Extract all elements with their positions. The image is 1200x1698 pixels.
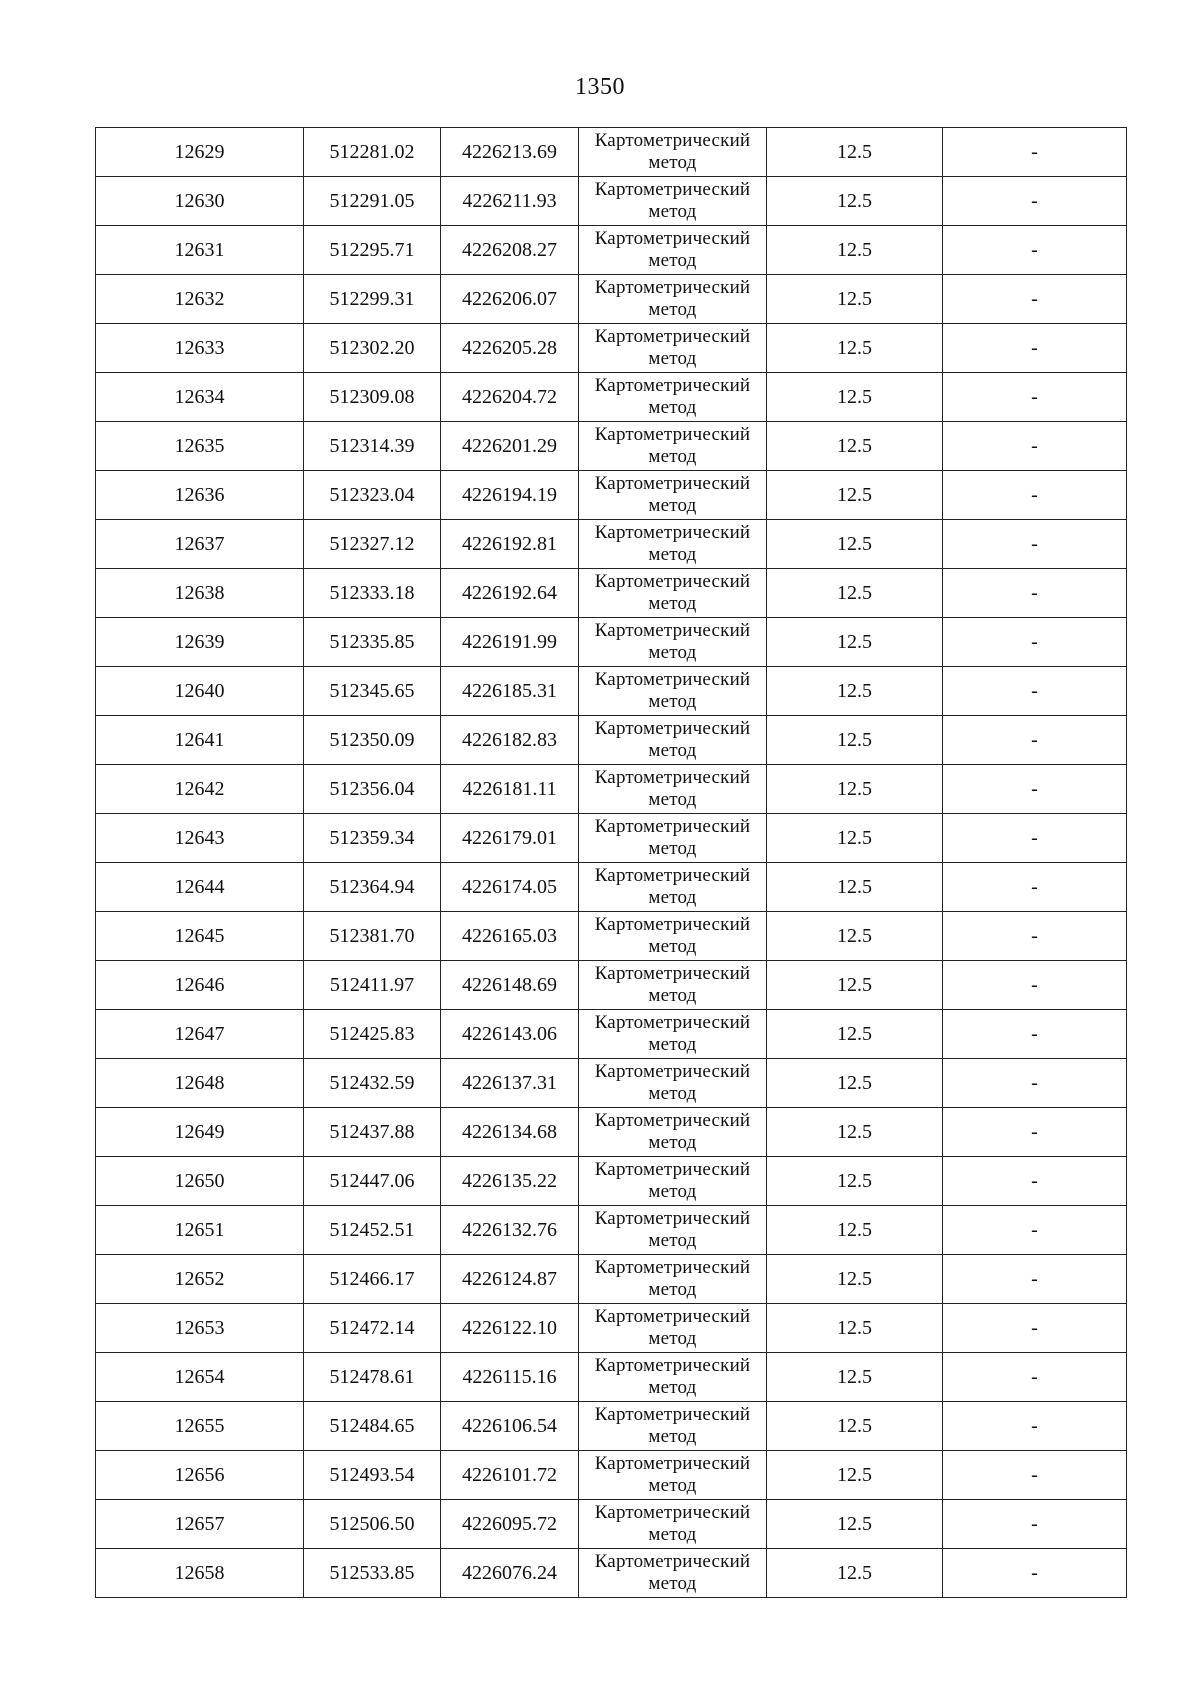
method-line-1: Картометрический bbox=[594, 1355, 751, 1376]
method-cell bbox=[579, 1304, 767, 1353]
accuracy-cell: 12.5 bbox=[767, 373, 943, 422]
note-cell: - bbox=[943, 1353, 1127, 1402]
method-line-2: метод bbox=[648, 691, 697, 712]
method-cell bbox=[579, 618, 767, 667]
method-cell bbox=[579, 667, 767, 716]
note-cell: - bbox=[943, 1402, 1127, 1451]
table-row bbox=[96, 961, 1127, 1010]
note-cell: - bbox=[943, 1157, 1127, 1206]
x-coordinate-cell: 512327.12 bbox=[304, 520, 441, 569]
method-line-2: метод bbox=[648, 1279, 697, 1300]
point-number-cell: 12645 bbox=[96, 912, 304, 961]
note-cell: - bbox=[943, 618, 1127, 667]
y-coordinate-cell: 4226122.10 bbox=[441, 1304, 579, 1353]
x-coordinate-cell: 512323.04 bbox=[304, 471, 441, 520]
method-line-2: метод bbox=[648, 1034, 697, 1055]
accuracy-cell: 12.5 bbox=[767, 912, 943, 961]
x-coordinate-cell: 512302.20 bbox=[304, 324, 441, 373]
table-row bbox=[96, 1304, 1127, 1353]
note-cell: - bbox=[943, 961, 1127, 1010]
note-cell: - bbox=[943, 716, 1127, 765]
note-cell: - bbox=[943, 471, 1127, 520]
method-line-2: метод bbox=[648, 1328, 697, 1349]
method-line-2: метод bbox=[648, 348, 697, 369]
accuracy-cell: 12.5 bbox=[767, 1059, 943, 1108]
method-cell bbox=[579, 1108, 767, 1157]
method-line-2: метод bbox=[648, 1573, 697, 1594]
method-line-2: метод bbox=[648, 201, 697, 222]
method-line-2: метод bbox=[648, 936, 697, 957]
y-coordinate-cell: 4226185.31 bbox=[441, 667, 579, 716]
method-cell bbox=[579, 1451, 767, 1500]
point-number-cell: 12639 bbox=[96, 618, 304, 667]
table-row bbox=[96, 422, 1127, 471]
note-cell: - bbox=[943, 128, 1127, 177]
note-cell: - bbox=[943, 1010, 1127, 1059]
y-coordinate-cell: 4226194.19 bbox=[441, 471, 579, 520]
method-line-2: метод bbox=[648, 1181, 697, 1202]
table-row bbox=[96, 1500, 1127, 1549]
note-cell: - bbox=[943, 324, 1127, 373]
note-cell: - bbox=[943, 1059, 1127, 1108]
point-number-cell: 12656 bbox=[96, 1451, 304, 1500]
note-cell: - bbox=[943, 1304, 1127, 1353]
method-cell bbox=[579, 814, 767, 863]
method-cell bbox=[579, 128, 767, 177]
x-coordinate-cell: 512335.85 bbox=[304, 618, 441, 667]
x-coordinate-cell: 512432.59 bbox=[304, 1059, 441, 1108]
method-line-2: метод bbox=[648, 1426, 697, 1447]
accuracy-cell: 12.5 bbox=[767, 275, 943, 324]
y-coordinate-cell: 4226206.07 bbox=[441, 275, 579, 324]
method-cell bbox=[579, 765, 767, 814]
method-line-2: метод bbox=[648, 152, 697, 173]
method-line-1: Картометрический bbox=[594, 718, 751, 739]
x-coordinate-cell: 512493.54 bbox=[304, 1451, 441, 1500]
method-line-2: метод bbox=[648, 1524, 697, 1545]
accuracy-cell: 12.5 bbox=[767, 1549, 943, 1598]
y-coordinate-cell: 4226181.11 bbox=[441, 765, 579, 814]
y-coordinate-cell: 4226115.16 bbox=[441, 1353, 579, 1402]
point-number-cell: 12633 bbox=[96, 324, 304, 373]
table-row bbox=[96, 324, 1127, 373]
table-row bbox=[96, 1402, 1127, 1451]
note-cell: - bbox=[943, 1500, 1127, 1549]
y-coordinate-cell: 4226148.69 bbox=[441, 961, 579, 1010]
method-line-1: Картометрический bbox=[594, 571, 751, 592]
method-cell bbox=[579, 1157, 767, 1206]
point-number-cell: 12646 bbox=[96, 961, 304, 1010]
accuracy-cell: 12.5 bbox=[767, 324, 943, 373]
method-line-1: Картометрический bbox=[594, 179, 751, 200]
method-line-2: метод bbox=[648, 1475, 697, 1496]
method-line-2: метод bbox=[648, 887, 697, 908]
method-line-1: Картометрический bbox=[594, 1012, 751, 1033]
accuracy-cell: 12.5 bbox=[767, 1206, 943, 1255]
x-coordinate-cell: 512437.88 bbox=[304, 1108, 441, 1157]
method-line-1: Картометрический bbox=[594, 473, 751, 494]
note-cell: - bbox=[943, 373, 1127, 422]
method-line-2: метод bbox=[648, 397, 697, 418]
method-cell bbox=[579, 1206, 767, 1255]
accuracy-cell: 12.5 bbox=[767, 1010, 943, 1059]
method-line-2: метод bbox=[648, 299, 697, 320]
table-row bbox=[96, 863, 1127, 912]
method-line-1: Картометрический bbox=[594, 375, 751, 396]
table-row bbox=[96, 1451, 1127, 1500]
method-line-2: метод bbox=[648, 495, 697, 516]
x-coordinate-cell: 512356.04 bbox=[304, 765, 441, 814]
x-coordinate-cell: 512506.50 bbox=[304, 1500, 441, 1549]
table-row bbox=[96, 1059, 1127, 1108]
x-coordinate-cell: 512411.97 bbox=[304, 961, 441, 1010]
y-coordinate-cell: 4226101.72 bbox=[441, 1451, 579, 1500]
point-number-cell: 12649 bbox=[96, 1108, 304, 1157]
point-number-cell: 12641 bbox=[96, 716, 304, 765]
note-cell: - bbox=[943, 912, 1127, 961]
accuracy-cell: 12.5 bbox=[767, 1157, 943, 1206]
note-cell: - bbox=[943, 765, 1127, 814]
method-cell bbox=[579, 569, 767, 618]
y-coordinate-cell: 4226137.31 bbox=[441, 1059, 579, 1108]
method-cell bbox=[579, 1402, 767, 1451]
method-line-1: Картометрический bbox=[594, 1159, 751, 1180]
method-line-2: метод bbox=[648, 446, 697, 467]
method-line-1: Картометрический bbox=[594, 1110, 751, 1131]
table-body bbox=[96, 128, 1127, 1598]
accuracy-cell: 12.5 bbox=[767, 226, 943, 275]
method-line-1: Картометрический bbox=[594, 620, 751, 641]
table-row bbox=[96, 1206, 1127, 1255]
table-row bbox=[96, 1157, 1127, 1206]
method-cell bbox=[579, 912, 767, 961]
y-coordinate-cell: 4226076.24 bbox=[441, 1549, 579, 1598]
table-row bbox=[96, 275, 1127, 324]
method-line-2: метод bbox=[648, 1377, 697, 1398]
point-number-cell: 12658 bbox=[96, 1549, 304, 1598]
note-cell: - bbox=[943, 863, 1127, 912]
note-cell: - bbox=[943, 667, 1127, 716]
accuracy-cell: 12.5 bbox=[767, 520, 943, 569]
method-line-1: Картометрический bbox=[594, 228, 751, 249]
y-coordinate-cell: 4226143.06 bbox=[441, 1010, 579, 1059]
point-number-cell: 12636 bbox=[96, 471, 304, 520]
method-line-2: метод bbox=[648, 544, 697, 565]
x-coordinate-cell: 512299.31 bbox=[304, 275, 441, 324]
y-coordinate-cell: 4226135.22 bbox=[441, 1157, 579, 1206]
y-coordinate-cell: 4226095.72 bbox=[441, 1500, 579, 1549]
x-coordinate-cell: 512295.71 bbox=[304, 226, 441, 275]
method-cell bbox=[579, 422, 767, 471]
note-cell: - bbox=[943, 226, 1127, 275]
note-cell: - bbox=[943, 1108, 1127, 1157]
note-cell: - bbox=[943, 1451, 1127, 1500]
method-line-1: Картометрический bbox=[594, 1404, 751, 1425]
method-line-2: метод bbox=[648, 250, 697, 271]
table-row bbox=[96, 1353, 1127, 1402]
note-cell: - bbox=[943, 275, 1127, 324]
method-line-1: Картометрический bbox=[594, 1453, 751, 1474]
x-coordinate-cell: 512452.51 bbox=[304, 1206, 441, 1255]
point-number-cell: 12648 bbox=[96, 1059, 304, 1108]
accuracy-cell: 12.5 bbox=[767, 1451, 943, 1500]
y-coordinate-cell: 4226165.03 bbox=[441, 912, 579, 961]
note-cell: - bbox=[943, 1549, 1127, 1598]
point-number-cell: 12653 bbox=[96, 1304, 304, 1353]
y-coordinate-cell: 4226213.69 bbox=[441, 128, 579, 177]
table-row bbox=[96, 1255, 1127, 1304]
method-line-1: Картометрический bbox=[594, 1257, 751, 1278]
x-coordinate-cell: 512333.18 bbox=[304, 569, 441, 618]
table-row bbox=[96, 128, 1127, 177]
method-line-2: метод bbox=[648, 838, 697, 859]
x-coordinate-cell: 512484.65 bbox=[304, 1402, 441, 1451]
point-number-cell: 12642 bbox=[96, 765, 304, 814]
table-row bbox=[96, 618, 1127, 667]
accuracy-cell: 12.5 bbox=[767, 128, 943, 177]
method-line-2: метод bbox=[648, 1132, 697, 1153]
method-cell bbox=[579, 520, 767, 569]
x-coordinate-cell: 512350.09 bbox=[304, 716, 441, 765]
method-line-1: Картометрический bbox=[594, 1208, 751, 1229]
point-number-cell: 12630 bbox=[96, 177, 304, 226]
point-number-cell: 12654 bbox=[96, 1353, 304, 1402]
method-line-1: Картометрический bbox=[594, 963, 751, 984]
y-coordinate-cell: 4226201.29 bbox=[441, 422, 579, 471]
method-line-1: Картометрический bbox=[594, 326, 751, 347]
y-coordinate-cell: 4226174.05 bbox=[441, 863, 579, 912]
method-cell bbox=[579, 1549, 767, 1598]
note-cell: - bbox=[943, 422, 1127, 471]
method-line-1: Картометрический bbox=[594, 669, 751, 690]
method-line-1: Картометрический bbox=[594, 914, 751, 935]
point-number-cell: 12650 bbox=[96, 1157, 304, 1206]
table-row bbox=[96, 912, 1127, 961]
y-coordinate-cell: 4226182.83 bbox=[441, 716, 579, 765]
x-coordinate-cell: 512447.06 bbox=[304, 1157, 441, 1206]
table-row bbox=[96, 814, 1127, 863]
point-number-cell: 12643 bbox=[96, 814, 304, 863]
x-coordinate-cell: 512281.02 bbox=[304, 128, 441, 177]
method-line-2: метод bbox=[648, 593, 697, 614]
y-coordinate-cell: 4226192.81 bbox=[441, 520, 579, 569]
method-cell bbox=[579, 1010, 767, 1059]
x-coordinate-cell: 512381.70 bbox=[304, 912, 441, 961]
y-coordinate-cell: 4226208.27 bbox=[441, 226, 579, 275]
x-coordinate-cell: 512533.85 bbox=[304, 1549, 441, 1598]
table-row bbox=[96, 667, 1127, 716]
method-line-1: Картометрический bbox=[594, 277, 751, 298]
point-number-cell: 12635 bbox=[96, 422, 304, 471]
accuracy-cell: 12.5 bbox=[767, 1500, 943, 1549]
accuracy-cell: 12.5 bbox=[767, 814, 943, 863]
method-cell bbox=[579, 471, 767, 520]
y-coordinate-cell: 4226211.93 bbox=[441, 177, 579, 226]
accuracy-cell: 12.5 bbox=[767, 1255, 943, 1304]
x-coordinate-cell: 512314.39 bbox=[304, 422, 441, 471]
x-coordinate-cell: 512466.17 bbox=[304, 1255, 441, 1304]
y-coordinate-cell: 4226124.87 bbox=[441, 1255, 579, 1304]
y-coordinate-cell: 4226191.99 bbox=[441, 618, 579, 667]
table-row bbox=[96, 1010, 1127, 1059]
accuracy-cell: 12.5 bbox=[767, 177, 943, 226]
note-cell: - bbox=[943, 1206, 1127, 1255]
accuracy-cell: 12.5 bbox=[767, 765, 943, 814]
method-line-1: Картометрический bbox=[594, 1502, 751, 1523]
accuracy-cell: 12.5 bbox=[767, 1108, 943, 1157]
method-cell bbox=[579, 373, 767, 422]
point-number-cell: 12652 bbox=[96, 1255, 304, 1304]
method-cell bbox=[579, 716, 767, 765]
method-cell bbox=[579, 275, 767, 324]
point-number-cell: 12631 bbox=[96, 226, 304, 275]
method-line-2: метод bbox=[648, 740, 697, 761]
method-line-1: Картометрический bbox=[594, 767, 751, 788]
accuracy-cell: 12.5 bbox=[767, 667, 943, 716]
y-coordinate-cell: 4226179.01 bbox=[441, 814, 579, 863]
x-coordinate-cell: 512425.83 bbox=[304, 1010, 441, 1059]
y-coordinate-cell: 4226204.72 bbox=[441, 373, 579, 422]
accuracy-cell: 12.5 bbox=[767, 863, 943, 912]
method-cell bbox=[579, 324, 767, 373]
method-line-2: метод bbox=[648, 1230, 697, 1251]
y-coordinate-cell: 4226134.68 bbox=[441, 1108, 579, 1157]
method-line-1: Картометрический bbox=[594, 522, 751, 543]
x-coordinate-cell: 512309.08 bbox=[304, 373, 441, 422]
point-number-cell: 12632 bbox=[96, 275, 304, 324]
point-number-cell: 12655 bbox=[96, 1402, 304, 1451]
point-number-cell: 12634 bbox=[96, 373, 304, 422]
coordinates-table bbox=[95, 127, 1127, 1598]
method-cell bbox=[579, 1059, 767, 1108]
x-coordinate-cell: 512345.65 bbox=[304, 667, 441, 716]
y-coordinate-cell: 4226132.76 bbox=[441, 1206, 579, 1255]
point-number-cell: 12629 bbox=[96, 128, 304, 177]
y-coordinate-cell: 4226192.64 bbox=[441, 569, 579, 618]
method-cell bbox=[579, 1500, 767, 1549]
method-cell bbox=[579, 1353, 767, 1402]
method-line-1: Картометрический bbox=[594, 424, 751, 445]
method-cell bbox=[579, 863, 767, 912]
accuracy-cell: 12.5 bbox=[767, 1402, 943, 1451]
x-coordinate-cell: 512364.94 bbox=[304, 863, 441, 912]
accuracy-cell: 12.5 bbox=[767, 961, 943, 1010]
x-coordinate-cell: 512291.05 bbox=[304, 177, 441, 226]
table-row bbox=[96, 471, 1127, 520]
method-line-1: Картометрический bbox=[594, 1551, 751, 1572]
table-row bbox=[96, 177, 1127, 226]
point-number-cell: 12638 bbox=[96, 569, 304, 618]
note-cell: - bbox=[943, 520, 1127, 569]
method-line-1: Картометрический bbox=[594, 816, 751, 837]
point-number-cell: 12644 bbox=[96, 863, 304, 912]
table-row bbox=[96, 716, 1127, 765]
point-number-cell: 12647 bbox=[96, 1010, 304, 1059]
method-line-1: Картометрический bbox=[594, 865, 751, 886]
accuracy-cell: 12.5 bbox=[767, 1304, 943, 1353]
table-row bbox=[96, 373, 1127, 422]
method-cell bbox=[579, 177, 767, 226]
method-line-1: Картометрический bbox=[594, 1061, 751, 1082]
page-number: 1350 bbox=[575, 74, 625, 100]
method-line-1: Картометрический bbox=[594, 130, 751, 151]
method-line-2: метод bbox=[648, 985, 697, 1006]
note-cell: - bbox=[943, 1255, 1127, 1304]
accuracy-cell: 12.5 bbox=[767, 569, 943, 618]
y-coordinate-cell: 4226106.54 bbox=[441, 1402, 579, 1451]
point-number-cell: 12637 bbox=[96, 520, 304, 569]
method-cell bbox=[579, 1255, 767, 1304]
method-line-2: метод bbox=[648, 642, 697, 663]
point-number-cell: 12657 bbox=[96, 1500, 304, 1549]
note-cell: - bbox=[943, 569, 1127, 618]
table-row bbox=[96, 1108, 1127, 1157]
table-row bbox=[96, 520, 1127, 569]
point-number-cell: 12640 bbox=[96, 667, 304, 716]
x-coordinate-cell: 512359.34 bbox=[304, 814, 441, 863]
table-row bbox=[96, 226, 1127, 275]
method-cell bbox=[579, 226, 767, 275]
note-cell: - bbox=[943, 177, 1127, 226]
point-number-cell: 12651 bbox=[96, 1206, 304, 1255]
method-cell bbox=[579, 961, 767, 1010]
accuracy-cell: 12.5 bbox=[767, 471, 943, 520]
table-row bbox=[96, 1549, 1127, 1598]
y-coordinate-cell: 4226205.28 bbox=[441, 324, 579, 373]
accuracy-cell: 12.5 bbox=[767, 422, 943, 471]
note-cell: - bbox=[943, 814, 1127, 863]
method-line-1: Картометрический bbox=[594, 1306, 751, 1327]
table-row bbox=[96, 569, 1127, 618]
accuracy-cell: 12.5 bbox=[767, 1353, 943, 1402]
x-coordinate-cell: 512478.61 bbox=[304, 1353, 441, 1402]
accuracy-cell: 12.5 bbox=[767, 716, 943, 765]
table-row bbox=[96, 765, 1127, 814]
method-line-2: метод bbox=[648, 789, 697, 810]
x-coordinate-cell: 512472.14 bbox=[304, 1304, 441, 1353]
method-line-2: метод bbox=[648, 1083, 697, 1104]
accuracy-cell: 12.5 bbox=[767, 618, 943, 667]
